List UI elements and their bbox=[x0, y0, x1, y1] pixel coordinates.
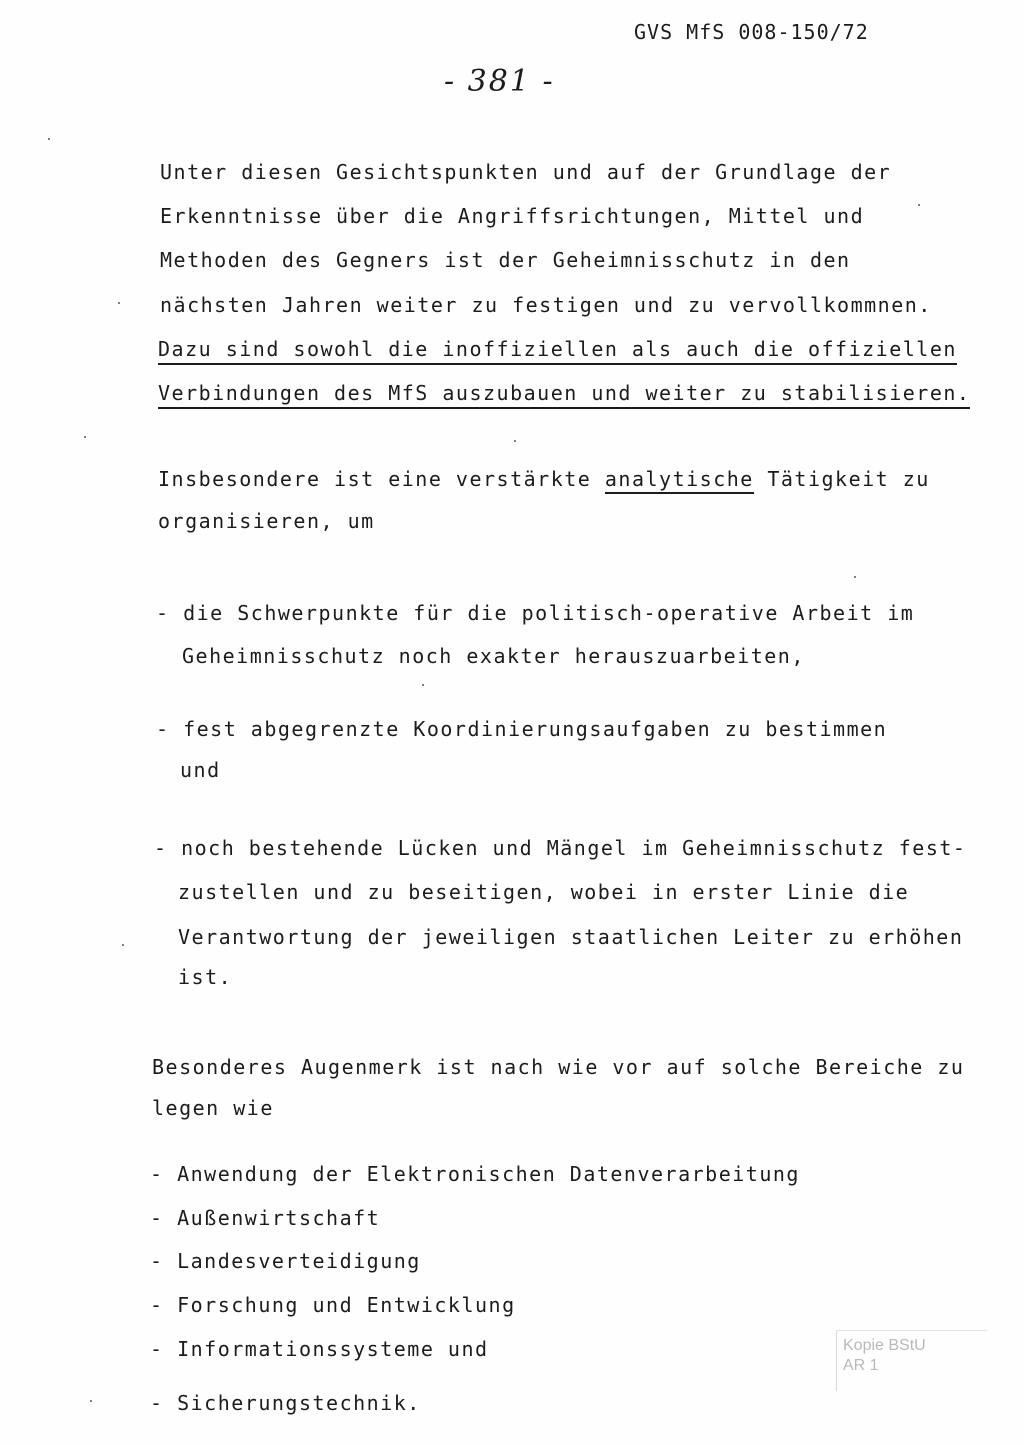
scan-speck bbox=[918, 204, 920, 206]
paragraph-2-text-b: Tätigkeit zu bbox=[753, 467, 930, 491]
scan-speck bbox=[854, 576, 856, 578]
scan-speck bbox=[122, 944, 124, 946]
paragraph-1-line-6-underlined: Verbindungen des MfS auszubauen und weiter zu stabilisieren. bbox=[158, 381, 970, 409]
list-item-2: - Außenwirtschaft bbox=[150, 1206, 381, 1230]
paragraph-1-line-4: nächsten Jahren weiter zu festigen und zu vervollkommnen. bbox=[160, 293, 932, 317]
underlined-word-analytische: analytische bbox=[605, 467, 754, 494]
scan-speck bbox=[90, 1400, 92, 1402]
paragraph-2-line-2: organisieren, um bbox=[158, 509, 375, 533]
bullet-2-line-1: - fest abgegrenzte Koordinierungsaufgaben zu bestimmen bbox=[156, 717, 888, 741]
paragraph-2-line-1 bbox=[158, 467, 930, 491]
scan-speck bbox=[422, 684, 424, 686]
bullet-1-line-1: - die Schwerpunkte für die politisch-operative Arbeit im bbox=[156, 601, 915, 625]
paragraph-3-line-1: Besonderes Augenmerk ist nach wie vor auf solche Bereiche zu bbox=[152, 1055, 965, 1079]
bullet-3-line-2: zustellen und zu beseitigen, wobei in erster Linie die bbox=[178, 880, 910, 904]
scan-speck bbox=[84, 436, 86, 438]
list-item-6: - Sicherungstechnik. bbox=[150, 1391, 421, 1415]
scan-speck bbox=[514, 440, 516, 442]
document-reference: GVS MfS 008-150/72 bbox=[634, 20, 869, 44]
paragraph-1-line-1: Unter diesen Gesichtspunkten und auf der Grundlage der bbox=[160, 160, 892, 184]
scan-speck bbox=[48, 138, 50, 140]
bullet-1-line-2: Geheimnisschutz noch exakter herauszuarbeiten, bbox=[182, 644, 805, 668]
list-item-3: - Landesverteidigung bbox=[150, 1249, 421, 1273]
list-item-4: - Forschung und Entwicklung bbox=[150, 1293, 516, 1317]
bullet-3-line-1: - noch bestehende Lücken und Mängel im Geheimnisschutz fest- bbox=[154, 836, 967, 860]
bullet-3-line-3: Verantwortung der jeweiligen staatlichen Leiter zu erhöhen bbox=[178, 925, 964, 949]
stamp-line-1: Kopie BStU bbox=[843, 1337, 926, 1354]
stamp-line-2: AR 1 bbox=[843, 1357, 879, 1374]
paragraph-1-line-2: Erkenntnisse über die Angriffsrichtungen, Mittel und bbox=[160, 204, 865, 228]
paragraph-1-line-3: Methoden des Gegners ist der Geheimnisschutz in den bbox=[160, 248, 851, 272]
archive-stamp bbox=[836, 1330, 987, 1391]
list-item-5: - Informationssysteme und bbox=[150, 1337, 489, 1361]
paragraph-1-line-5-underlined: Dazu sind sowohl die inoffiziellen als auch die offiziellen bbox=[158, 337, 957, 365]
scan-speck bbox=[118, 302, 120, 304]
paragraph-2-text-a: Insbesondere ist eine verstärkte bbox=[158, 467, 605, 491]
page-number: - 381 - bbox=[444, 64, 555, 99]
list-item-1: - Anwendung der Elektronischen Datenverarbeitung bbox=[150, 1162, 800, 1186]
bullet-2-line-2: und bbox=[180, 758, 221, 782]
bullet-3-line-4: ist. bbox=[178, 965, 233, 989]
paragraph-3-line-2: legen wie bbox=[152, 1096, 274, 1120]
